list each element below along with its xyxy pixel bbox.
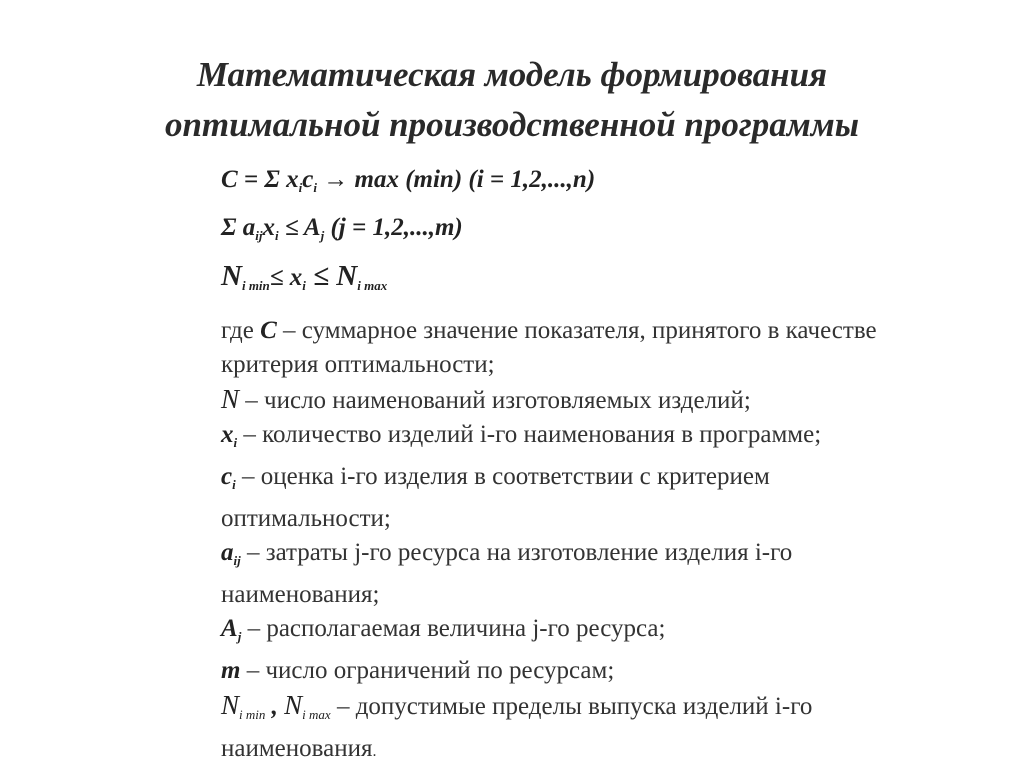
- notation-separator: ,: [265, 693, 285, 720]
- notation-line: [221, 382, 981, 418]
- notation-text: .: [372, 743, 377, 760]
- formula-subscript: ij: [255, 228, 263, 243]
- notation-symbol-base: N: [284, 690, 303, 720]
- notation-symbol-base: N: [221, 690, 240, 720]
- title-line-2: оптимальной производственной программы: [164, 105, 860, 144]
- formula-subscript: i max: [357, 278, 388, 293]
- notation-text: где: [221, 317, 261, 344]
- notation-text: – количество изделий i-го наименования в программе;: [237, 421, 822, 448]
- notation-text: – допустимые пределы выпуска изделий i-го: [330, 693, 813, 720]
- notation-text: наименования;: [221, 581, 380, 608]
- notation-symbol: C: [260, 317, 277, 344]
- formula-subscript: j: [320, 228, 325, 243]
- notation-line: [221, 314, 981, 348]
- formula-part: Σ a: [221, 214, 256, 241]
- formula-part: x: [262, 214, 275, 241]
- formula-subscript: i: [274, 228, 279, 243]
- formula-part: ≤ x: [269, 264, 303, 291]
- formula-block: [221, 160, 595, 304]
- notation-line: [221, 688, 981, 732]
- notation-text: наименования: [221, 735, 373, 762]
- notation-symbol: m: [221, 657, 241, 684]
- notation-subscript: i max: [302, 707, 331, 722]
- formula-part: (j = 1,2,...,m): [324, 214, 463, 241]
- title-line-1: Математическая модель формирования: [196, 55, 828, 94]
- notation-line: [221, 502, 981, 536]
- formula-subscript: i: [313, 180, 318, 195]
- notation-symbol: [221, 463, 236, 490]
- formula-part: N: [221, 260, 242, 292]
- notation-text: – затраты j-го ресурса на изготовление изделия i-го: [240, 539, 793, 566]
- notation-line: [221, 418, 981, 460]
- notation-text: критерия оптимальности;: [221, 351, 495, 378]
- notation-subscript: ij: [233, 553, 241, 568]
- bounds-constraint: [221, 256, 595, 304]
- formula-subscript: i: [302, 278, 306, 293]
- formula-part: ≤ A: [278, 214, 321, 241]
- slide-title: [0, 50, 1024, 150]
- formula-subscript: i min: [241, 278, 270, 293]
- objective-function: [221, 160, 595, 208]
- formula-part: C = Σ x: [221, 166, 299, 193]
- notation-line: [221, 732, 981, 769]
- notation-symbol: [221, 421, 237, 448]
- notation-subscript: j: [237, 629, 242, 644]
- notation-symbol: [284, 690, 331, 720]
- notation-text: – суммарное значение показателя, принятого в качестве: [276, 317, 877, 344]
- formula-part: ≤ N: [305, 260, 358, 292]
- notation-line: [221, 578, 981, 612]
- notation-text: – располагаемая величина j-го ресурса;: [241, 615, 666, 642]
- notation-symbol: [221, 539, 241, 566]
- notation-symbol: [221, 690, 265, 720]
- notation-symbol-base: A: [221, 615, 238, 642]
- notation-subscript: i min: [239, 707, 266, 722]
- formula-part: c: [302, 166, 314, 193]
- notation-line: [221, 654, 981, 688]
- notation-symbol: [221, 615, 241, 642]
- notation-line: [221, 612, 981, 654]
- notation-line: [221, 348, 981, 382]
- notation-subscript: i: [232, 477, 236, 492]
- notation-symbol: N: [221, 384, 240, 414]
- notation-description: [221, 314, 981, 769]
- notation-symbol-base: a: [221, 539, 234, 566]
- notation-text: – оценка i-го изделия в соответствии с критерием: [235, 463, 770, 490]
- notation-symbol-base: x: [221, 421, 234, 448]
- notation-text: оптимальности;: [221, 505, 391, 532]
- resource-constraint: [221, 208, 595, 256]
- notation-text: – число наименований изготовляемых изделий;: [239, 387, 751, 414]
- notation-symbol-base: c: [221, 463, 233, 490]
- formula-part: → max (min) (i = 1,2,...,n): [317, 166, 596, 193]
- notation-line: [221, 460, 981, 502]
- formula-subscript: i: [298, 180, 303, 195]
- notation-subscript: i: [233, 435, 238, 450]
- notation-text: – число ограничений по ресурсам;: [240, 657, 615, 684]
- notation-line: [221, 536, 981, 578]
